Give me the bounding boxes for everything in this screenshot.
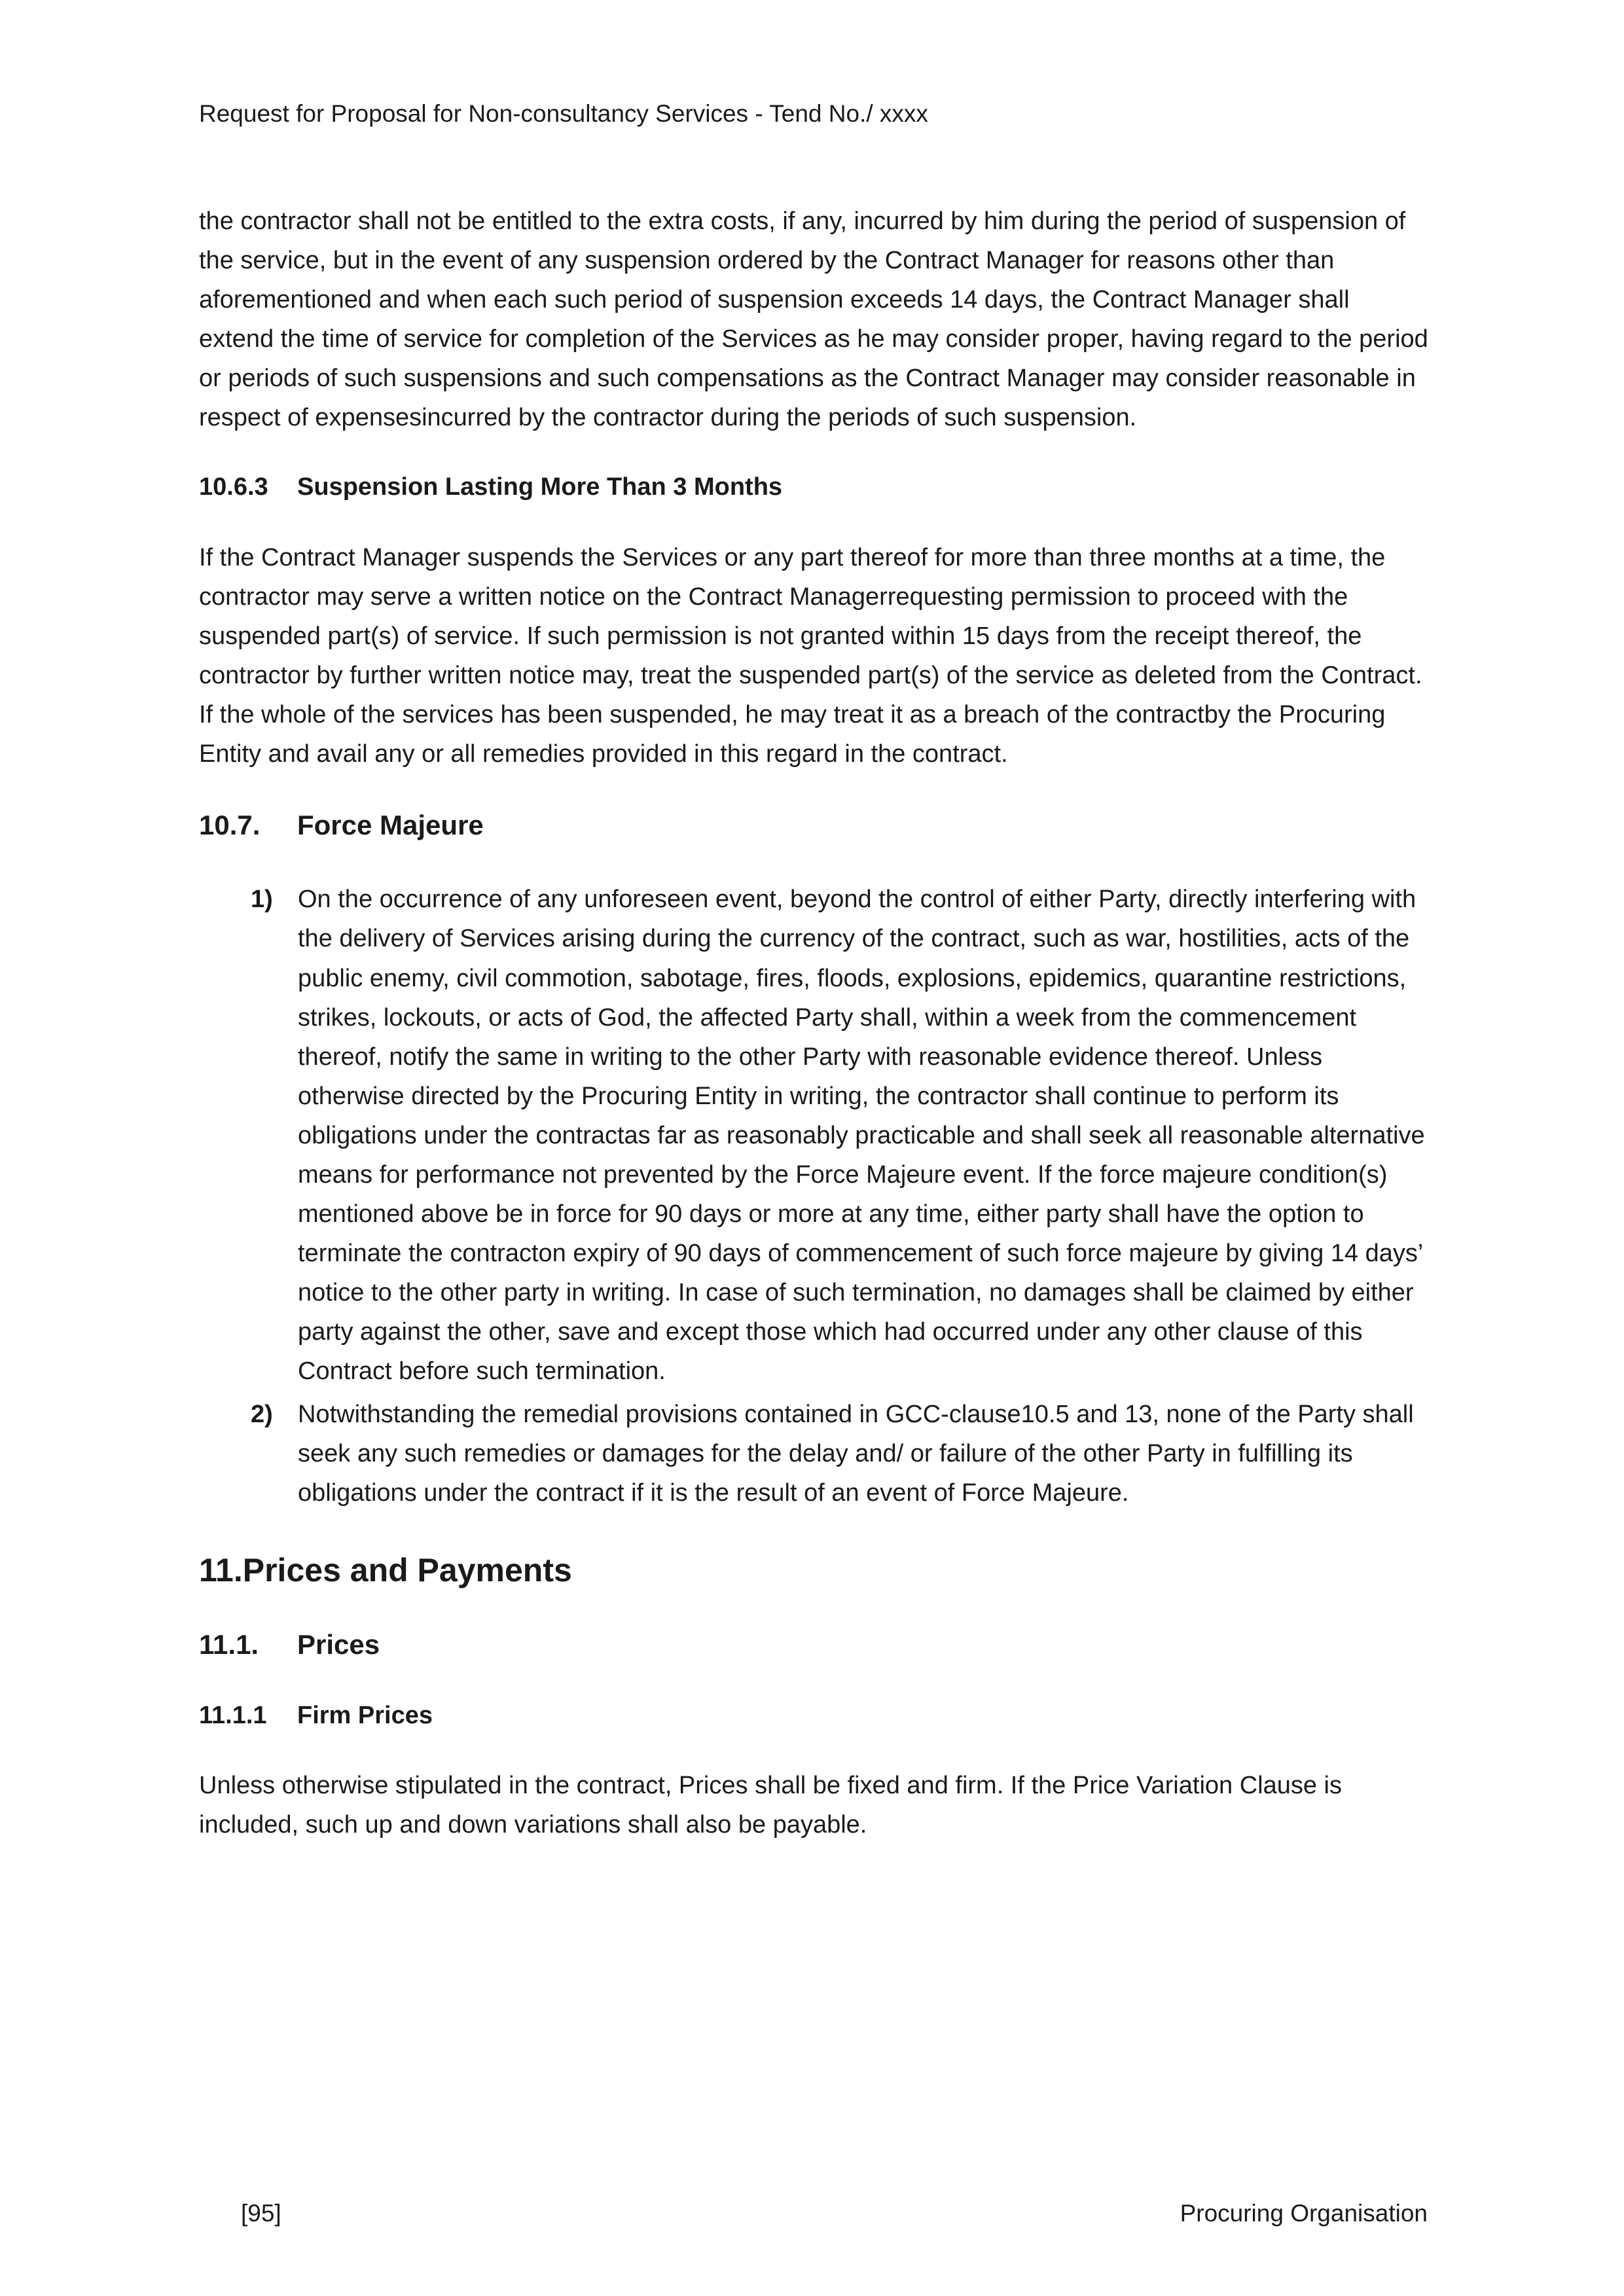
list-item-number: 2) (251, 1400, 273, 1428)
heading-11-1 (199, 1627, 1429, 1663)
page-header (199, 98, 1429, 130)
heading-11-1-1-title: Firm Prices (297, 1701, 433, 1729)
footer-organisation: Procuring Organisation (1180, 2199, 1428, 2227)
heading-10-6-3 (199, 471, 1429, 503)
paragraph-firm-prices: Unless otherwise stipulated in the contract, Prices shall be fixed and firm. If the Price Variation Clause is included, such up and down variations shall also be payable. (199, 1771, 1342, 1839)
list-item (251, 880, 1429, 1390)
list-item-text: Notwithstanding the remedial provisions contained in GCC-clause10.5 and 13, none of the Party shall seek any such remedies or damages for the delay and/ or failure of the other Party in fulfilling its obligations under the contract if it is the result of an event of Force Majeure. (298, 1400, 1414, 1507)
paragraph-suspension-compensation: the contractor shall not be entitled to the extra costs, if any, incurred by him during the period of suspension of the service, but in the event of any suspension ordered by the Contract Manager for reasons other than aforementioned and when each such period of suspension exceeds 14 days, the Contract Manager shall extend the time of service for completion of the Services as he may consider proper, having regard to the period or periods of such suspensions and such compensations as the Contract Manager may consider reasonable in respect of expensesincurred by the contractor during the periods of such suspension. (199, 207, 1428, 432)
page-footer (241, 2198, 1428, 2229)
header-title: Request for Proposal for Non-consultancy Services - Tend No./ xxxx (199, 100, 928, 127)
footer-page-number: [95] (241, 2199, 281, 2227)
heading-11-1-title: Prices (297, 1628, 380, 1660)
list-item-text: On the occurrence of any unforeseen event, beyond the control of either Party, directly interfering with the delivery of Services arising during the currency of the contract, such as war, hostilities, acts of the public enemy, civil commotion, sabotage, fires, floods, explosions, epidemics, quarantine restrictions, strikes, lockouts, or acts of God, the affected Party shall, within a week from the commencement thereof, notify the same in writing to the other Party with reasonable evidence thereof. Unless otherwise directed by the Procuring Entity in writing, the contractor shall continue to perform its obligations under the contractas far as reasonably practicable and shall seek all reasonable alternative means for performance not prevented by the Force Majeure event. If the force majeure condition(s) mentioned above be in force for 90 days or more at any time, either party shall have the option to terminate the contracton expiry of 90 days of commencement of such force majeure by giving 14 days’ notice to the other party in writing. In case of such termination, no damages shall be claimed by either party against the other, save and except those which had occurred under any other clause of this Contract before such termination. (298, 886, 1425, 1385)
heading-10-7-title: Force Majeure (297, 809, 484, 840)
paragraph-suspension-3-months: If the Contract Manager suspends the Services or any part thereof for more than three months at a time, the contractor may serve a written notice on the Contract Managerrequesting permission to proceed with the suspended part(s) of service. If such permission is not granted within 15 days from the receipt thereof, the contractor by further written notice may, treat the suspended part(s) of the service as deleted from the Contract. If the whole of the services has been suspended, he may treat it as a breach of the contractby the Procuring Entity and avail any or all remedies provided in this regard in the contract. (199, 543, 1422, 768)
list-item (251, 1395, 1429, 1513)
heading-11-1-1-number: 11.1.1 (199, 1701, 267, 1729)
heading-10-6-3-number: 10.6.3 (199, 473, 268, 501)
heading-11-1-1 (199, 1700, 1429, 1732)
heading-11-number: 11. (199, 1551, 243, 1588)
heading-11-title: Prices and Payments (242, 1551, 572, 1588)
force-majeure-list (251, 880, 1429, 1513)
heading-11-1-number: 11.1. (199, 1628, 259, 1660)
heading-10-6-3-title: Suspension Lasting More Than 3 Months (297, 473, 783, 501)
list-item-number: 1) (251, 886, 273, 914)
heading-10-7-number: 10.7. (199, 809, 261, 840)
heading-10-7 (199, 808, 1429, 844)
heading-11 (199, 1549, 1429, 1592)
